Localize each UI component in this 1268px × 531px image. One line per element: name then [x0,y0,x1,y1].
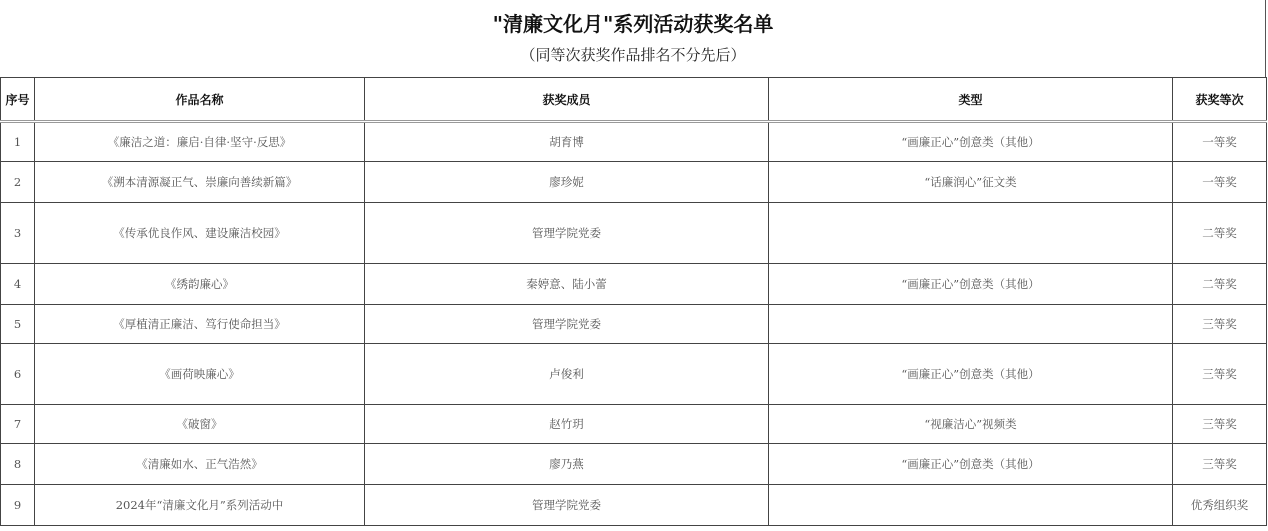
header-award-level: 获奖等次 [1173,78,1267,122]
cell-award-level: 一等奖 [1173,162,1267,203]
title-block [0,0,1266,77]
header-no: 序号 [1,78,35,122]
cell-type [769,203,1173,264]
cell-type: “画廉正心”创意类（其他） [769,344,1173,405]
table-row [1,344,1267,405]
cell-work-name: 2024年“清廉文化月”系列活动中 [35,485,365,526]
cell-work-name: 《厚植清正廉洁、笃行使命担当》 [35,305,365,344]
cell-award-level: 三等奖 [1173,305,1267,344]
cell-members: 廖乃燕 [365,444,769,485]
cell-no: 5 [1,305,35,344]
cell-award-level: 优秀组织奖 [1173,485,1267,526]
cell-members: 管理学院党委 [365,485,769,526]
table-row [1,485,1267,526]
cell-work-name: 《廉洁之道：廉启·自律·坚守·反思》 [35,122,365,162]
cell-members: 管理学院党委 [365,203,769,264]
cell-work-name: 《溯本清源凝正气、崇廉向善续新篇》 [35,162,365,203]
award-table [0,77,1267,526]
cell-no: 8 [1,444,35,485]
cell-type: “视廉洁心”视频类 [769,405,1173,444]
cell-work-name: 《传承优良作风、建设廉洁校园》 [35,203,365,264]
cell-type: “话廉润心”征文类 [769,162,1173,203]
cell-no: 3 [1,203,35,264]
cell-members: 廖珍妮 [365,162,769,203]
cell-no: 2 [1,162,35,203]
table-row [1,162,1267,203]
cell-work-name: 《绣韵廉心》 [35,264,365,305]
table-row [1,444,1267,485]
header-work-name: 作品名称 [35,78,365,122]
cell-members: 胡育博 [365,122,769,162]
cell-type [769,485,1173,526]
header-members: 获奖成员 [365,78,769,122]
table-row [1,305,1267,344]
cell-award-level: 一等奖 [1173,122,1267,162]
cell-award-level: 二等奖 [1173,203,1267,264]
cell-no: 1 [1,122,35,162]
cell-members: 秦婷意、陆小蕾 [365,264,769,305]
table-row [1,405,1267,444]
cell-award-level: 二等奖 [1173,264,1267,305]
cell-award-level: 三等奖 [1173,444,1267,485]
cell-type: “画廉正心”创意类（其他） [769,122,1173,162]
cell-members: 管理学院党委 [365,305,769,344]
cell-members: 赵竹玥 [365,405,769,444]
cell-work-name: 《画荷映廉心》 [35,344,365,405]
cell-work-name: 《清廉如水、正气浩然》 [35,444,365,485]
cell-type: “画廉正心”创意类（其他） [769,264,1173,305]
cell-no: 6 [1,344,35,405]
cell-type: “画廉正心”创意类（其他） [769,444,1173,485]
cell-no: 7 [1,405,35,444]
header-type: 类型 [769,78,1173,122]
table-row [1,122,1267,162]
cell-work-name: 《破窗》 [35,405,365,444]
cell-no: 9 [1,485,35,526]
document-subtitle: （同等次获奖作品排名不分先后） [520,46,746,64]
document-title: "清廉文化月"系列活动获奖名单 [492,12,774,36]
table-row [1,203,1267,264]
table-row [1,264,1267,305]
cell-members: 卢俊利 [365,344,769,405]
cell-award-level: 三等奖 [1173,405,1267,444]
cell-award-level: 三等奖 [1173,344,1267,405]
cell-no: 4 [1,264,35,305]
table-header-row [1,78,1267,122]
cell-type [769,305,1173,344]
